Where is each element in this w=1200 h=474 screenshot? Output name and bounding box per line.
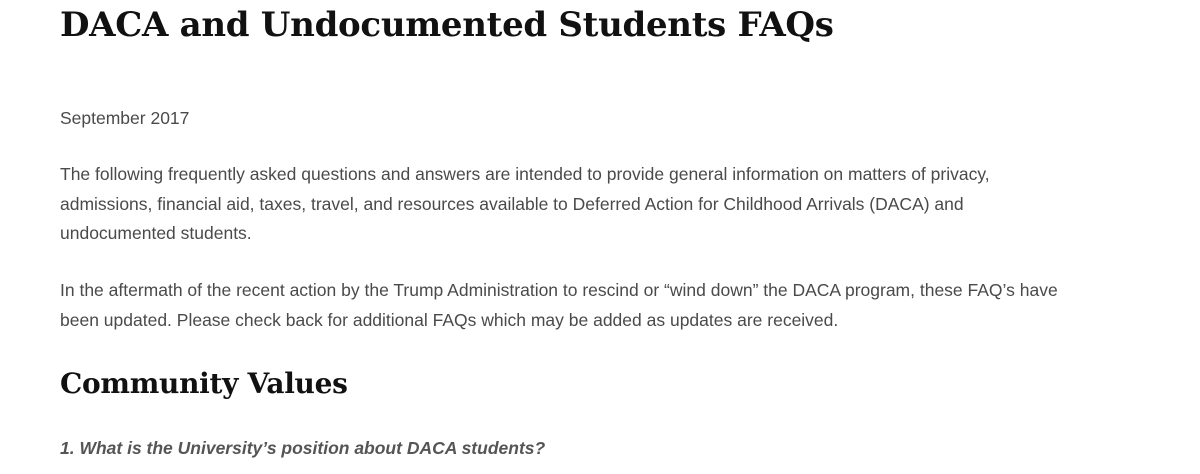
update-paragraph-line: In the aftermath of the recent action by the Trump Administration to rescind or “wind down” the DACA program, these FAQ’s have [60, 280, 1058, 300]
faq-question: 1. What is the University’s position about DACA students? [60, 438, 546, 458]
intro-paragraph-line: The following frequently asked questions and answers are intended to provide general information on matters of privacy, [60, 164, 990, 184]
publication-date: September 2017 [60, 108, 190, 128]
intro-paragraph [60, 160, 1140, 249]
page-title: DACA and Undocumented Students FAQs [60, 5, 834, 45]
update-paragraph [60, 276, 1140, 335]
section-heading-community-values: Community Values [60, 367, 348, 400]
intro-paragraph-line: admissions, financial aid, taxes, travel, and resources available to Deferred Action for Childhood Arrivals (DACA) and [60, 193, 964, 214]
intro-paragraph-line: undocumented students. [60, 223, 252, 243]
update-paragraph-line: been updated. Please check back for additional FAQs which may be added as updates are received. [60, 309, 839, 330]
